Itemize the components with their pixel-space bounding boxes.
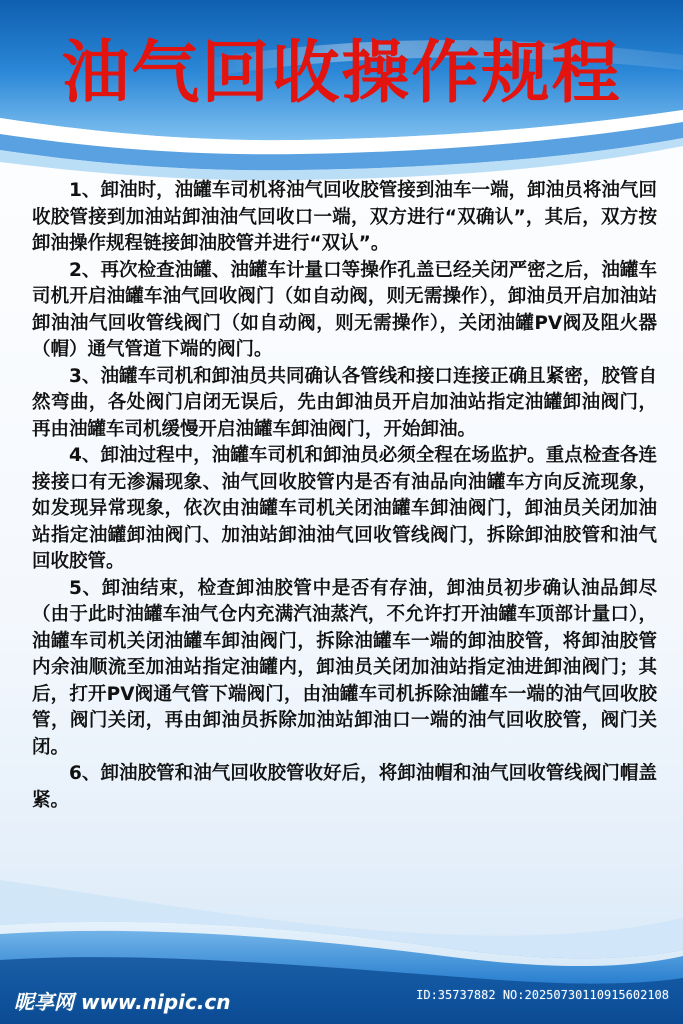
watermark-id: ID:35737882 NO:20250730110915602108 [416, 988, 669, 1002]
procedure-step: 1、卸油时，油罐车司机将油气回收胶管接到油车一端，卸油员将油气回收胶管接到加油站卸油油气回收口一端，双方进行“双确认”，其后，双方按卸油操作规程链接卸油胶管并进行“双认”。 [32, 180, 657, 254]
procedure-text [32, 178, 657, 814]
watermark-logo: 昵享网 www.nipic.cn [14, 990, 231, 1014]
procedure-step: 4、卸油过程中，油罐车司机和卸油员必须全程在场监护。重点检查各连接接口有无渗漏现象、油气回收胶管内是否有油品向油罐车方向反流现象，如发现异常现象，依次由油罐车司机关闭油罐车卸油阀门，卸油员关闭加油站指定油罐卸油阀门、加油站卸油油气回收管线阀门，拆除卸油胶管和油气回收胶管。 [32, 445, 657, 572]
procedure-step: 6、卸油胶管和油气回收胶管收好后，将卸油帽和油气回收管线阀门帽盖紧。 [32, 763, 657, 811]
procedure-step: 5、卸油结束，检查卸油胶管中是否有存油，卸油员初步确认油品卸尽（由于此时油罐车油气仓内充满汽油蒸汽，不允许打开油罐车顶部计量口），油罐车司机关闭油罐车卸油阀门，拆除油罐车一端的卸油胶管，将卸油胶管内余油顺流至加油站指定油罐内，卸油员关闭加油站指定油进卸油阀门；其后，打开PV阀通气管下端阀门，由油罐车司机拆除油罐车一端的油气回收胶管，阀门关闭，再由卸油员拆除加油站卸油口一端的油气回收胶管，阀门关闭。 [32, 577, 657, 758]
procedure-step: 3、油罐车司机和卸油员共同确认各管线和接口连接正确且紧密，胶管自然弯曲，各处阀门启闭无误后，先由卸油员开启加油站指定油罐卸油阀门，再由油罐车司机缓慢开启油罐车卸油阀门，开始卸油。 [32, 365, 657, 440]
page-title: 油气回收操作规程 [61, 34, 622, 113]
procedure-step: 2、再次检查油罐、油罐车计量口等操作孔盖已经关闭严密之后，油罐车司机开启油罐车油气回收阀门（如自动阀，则无需操作），卸油员开启加油站卸油油气回收管线阀门（如自动阀，则无需操作），关闭油罐PV阀及阻火器（帽）通气管道下端的阀门。 [32, 259, 657, 360]
